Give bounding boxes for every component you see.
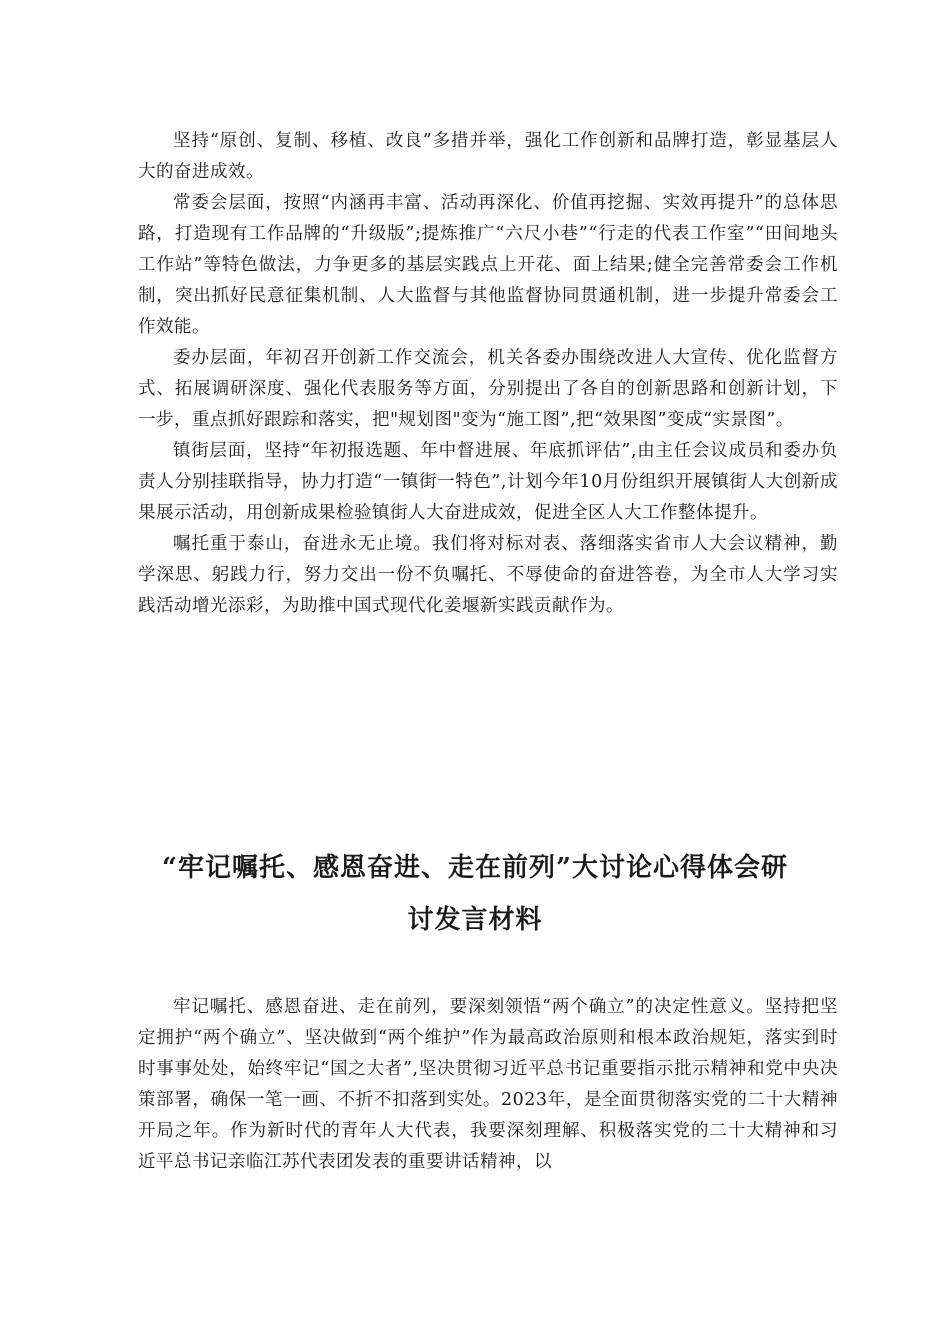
- article-title: [110, 842, 840, 946]
- paragraph: 嘱托重于泰山，奋进永无止境。我们将对标对表、落细落实省市人大会议精神，勤学深思、躬践力行，努力交出一份不负嘱托、不辱使命的奋进答卷，为全市人大学习实践活动增光添彩，为助推中国式现代化姜堰新实践贡献作为。: [138, 534, 838, 616]
- paragraph: 常委会层面，按照“内涵再丰富、活动再深化、价值再挖掘、实效再提升”的总体思路，打造现有工作品牌的“升级版”;提炼推广“六尺小巷”“行走的代表工作室”“田间地头工作站”等特色做法，力争更多的基层实践点上开花、面上结果;健全完善常委会工作机制，突出抓好民意征集机制、人大监督与其他监督协同贯通机制，进一步提升常委会工作效能。: [138, 193, 838, 337]
- title-line: “牢记嘱托、感恩奋进、走在前列”大讨论心得体会研: [162, 853, 788, 883]
- article-body: [138, 992, 838, 1178]
- paragraph: 坚持“原创、复制、移植、改良”多措并举，强化工作创新和品牌打造，彰显基层人大的奋进成效。: [138, 131, 838, 182]
- paragraph: 牢记嘱托、感恩奋进、走在前列，要深刻领悟“两个确立”的决定性意义。坚持把坚定拥护“两个确立”、坚决做到“两个维护”作为最高政治原则和根本政治规矩，落实到时时事事处处，始终牢记“国之大者”,坚决贯彻习近平总书记重要指示批示精神和党中央决策部署，确保一笔一画、不折不扣落到实处。2023年，是全面贯彻落实党的二十大精神开局之年。作为新时代的青年人大代表，我要深刻理解、积极落实党的二十大精神和习近平总书记亲临江苏代表团发表的重要讲话精神，以: [138, 997, 838, 1172]
- previous-article-body: [138, 126, 838, 622]
- title-line: 讨发言材料: [407, 905, 543, 935]
- paragraph: 镇街层面，坚持“年初报选题、年中督进展、年底抓评估”,由主任会议成员和委办负责人分别挂联指导，协力打造“一镇街一特色”,计划今年10月份组织开展镇街人大创新成果展示活动，用创新成果检验镇街人大奋进成效，促进全区人大工作整体提升。: [138, 441, 838, 523]
- paragraph: 委办层面，年初召开创新工作交流会，机关各委办围绕改进人大宣传、优化监督方式、拓展调研深度、强化代表服务等方面，分别提出了各自的创新思路和创新计划，下一步，重点抓好跟踪和落实，把"规划图"变为“施工图”,把“效果图”变成“实景图”。: [138, 348, 838, 430]
